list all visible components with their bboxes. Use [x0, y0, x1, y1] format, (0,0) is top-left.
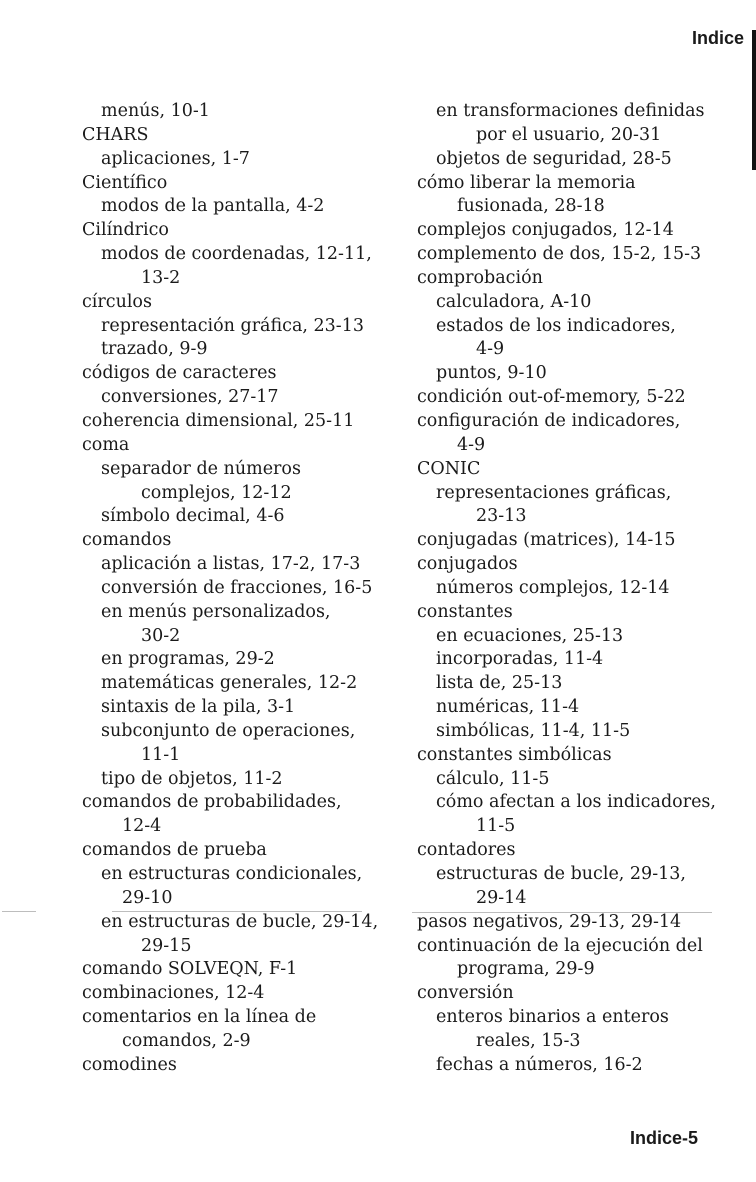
page-number: Indice-5	[629, 1128, 698, 1148]
index-entry: comandos	[82, 530, 172, 551]
index-entry: conversiones, 27-17	[101, 387, 279, 408]
index-entry: constantes simbólicas	[417, 744, 612, 765]
index-entry: lista de, 25-13	[436, 673, 563, 694]
index-entry: comentarios en la línea de	[82, 1007, 317, 1028]
index-entry: CONIC	[417, 458, 481, 479]
index-entry: CHARS	[82, 124, 149, 145]
index-entry: conjugadas (matrices), 14-15	[417, 530, 676, 551]
index-entry: puntos, 9-10	[436, 363, 547, 384]
index-entry: conversión de fracciones, 16-5	[101, 577, 373, 598]
index-entry: incorporadas, 11-4	[436, 649, 604, 670]
index-entry: 29-14	[476, 887, 527, 908]
index-entry: 23-13	[476, 506, 527, 527]
thumb-index-tab	[752, 30, 756, 170]
index-entry: 30-2	[141, 625, 181, 646]
index-entry: comando SOLVEQN, F-1	[82, 959, 298, 980]
index-entry: reales, 15-3	[476, 1030, 581, 1051]
index-entry: tipo de objetos, 11-2	[101, 768, 283, 789]
index-entry: en ecuaciones, 25-13	[436, 625, 624, 646]
index-entry: números complejos, 12-14	[436, 577, 670, 598]
index-entry: continuación de la ejecución del	[417, 935, 703, 956]
index-entry: trazado, 9-9	[101, 339, 208, 360]
index-entry: 13-2	[141, 267, 181, 288]
index-entry: comprobación	[417, 267, 543, 288]
index-entry: 12-4	[122, 816, 162, 837]
margin-rule	[2, 911, 36, 912]
index-entry: 4-9	[457, 434, 486, 455]
index-entry: simbólicas, 11-4, 11-5	[436, 720, 631, 741]
index-entry: matemáticas generales, 12-2	[101, 673, 358, 694]
index-entry: conversión	[417, 983, 514, 1004]
index-entry: 11-5	[476, 816, 516, 837]
index-entry: conjugados	[417, 554, 518, 575]
running-header: Indice	[691, 28, 744, 48]
index-entry: 4-9	[476, 339, 505, 360]
index-entry: contadores	[417, 840, 516, 861]
divider-rule-right	[412, 912, 712, 913]
index-entry: calculadora, A-10	[436, 291, 592, 312]
index-entry: estructuras de bucle, 29-13,	[436, 864, 686, 884]
index-entry: comodines	[82, 1054, 177, 1075]
index-entry: 29-15	[141, 935, 192, 956]
index-entry: complejos, 12-12	[141, 482, 292, 503]
index-entry: cálculo, 11-5	[436, 768, 550, 789]
index-entry: complemento de dos, 15-2, 15-3	[417, 244, 702, 265]
index-entry: cómo liberar la memoria	[417, 172, 636, 193]
index-entry: enteros binarios a enteros	[436, 1007, 669, 1028]
index-entry: fusionada, 28-18	[457, 196, 605, 217]
index-entry: en menús personalizados,	[101, 601, 331, 622]
index-entry: modos de coordenadas, 12-11,	[101, 244, 372, 265]
index-entry: separador de números	[101, 458, 301, 479]
index-entry: en estructuras de bucle, 29-14,	[101, 911, 379, 932]
index-entry: Cilíndrico	[82, 220, 169, 241]
index-entry: comandos de prueba	[82, 840, 267, 861]
index-entry: en estructuras condicionales,	[101, 864, 363, 884]
index-entry: menús, 10-1	[101, 101, 210, 121]
index-entry: subconjunto de operaciones,	[101, 720, 356, 741]
index-entry: constantes	[417, 601, 513, 622]
index-entry: estados de los indicadores,	[436, 315, 676, 336]
index-entry: coherencia dimensional, 25-11	[82, 410, 355, 431]
index-column-right	[417, 100, 747, 1078]
divider-rule-left	[112, 911, 362, 912]
index-entry: sintaxis de la pila, 3-1	[101, 697, 296, 718]
index-entry: fechas a números, 16-2	[436, 1054, 643, 1075]
index-entry: numéricas, 11-4	[436, 697, 580, 718]
index-column-left	[82, 100, 382, 1078]
index-entry: 11-1	[141, 744, 181, 765]
index-entry: símbolo decimal, 4-6	[101, 506, 285, 527]
index-entry: representación gráfica, 23-13	[101, 315, 364, 336]
index-entry: condición out-of-memory, 5-22	[417, 387, 686, 408]
index-entry: cómo afectan a los indicadores,	[436, 792, 716, 813]
index-entry: 29-10	[122, 887, 173, 908]
index-entry: complejos conjugados, 12-14	[417, 220, 674, 241]
index-entry: en programas, 29-2	[101, 649, 275, 670]
index-entry: representaciones gráficas,	[436, 482, 672, 503]
index-entry: configuración de indicadores,	[417, 410, 681, 431]
index-entry: combinaciones, 12-4	[82, 983, 265, 1004]
index-entry: en transformaciones definidas	[436, 101, 705, 121]
index-entry: pasos negativos, 29-13, 29-14	[417, 911, 682, 932]
index-entry: comandos de probabilidades,	[82, 792, 342, 813]
index-entry: programa, 29-9	[457, 959, 595, 980]
index-entry: círculos	[82, 291, 152, 312]
index-entry: modos de la pantalla, 4-2	[101, 196, 325, 217]
index-entry: por el usuario, 20-31	[476, 124, 662, 145]
index-entry: aplicación a listas, 17-2, 17-3	[101, 554, 361, 575]
index-entry: códigos de caracteres	[82, 363, 277, 384]
index-entry: aplicaciones, 1-7	[101, 148, 250, 169]
index-entry: objetos de seguridad, 28-5	[436, 148, 672, 169]
index-entry: Científico	[82, 172, 168, 193]
index-entry: comandos, 2-9	[122, 1030, 251, 1051]
index-entry: coma	[82, 434, 130, 455]
